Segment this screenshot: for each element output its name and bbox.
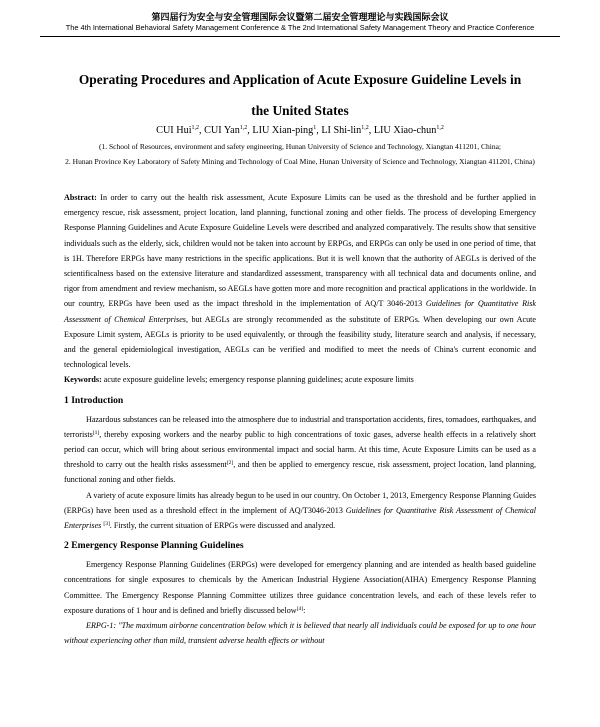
guideline-title: Guidelines for Quantitative Risk Assessment of Chemical Enterprises xyxy=(64,505,536,531)
header-divider xyxy=(40,36,560,37)
text: Emergency Response Planning Guidelines (ERPGs) were developed for emergency planning and are intended as health based guideline concentrations for single exposures to chemicals by the American Industrial Hygiene Association(AIHA) Emergency Response Planning Committee. The Emergency Response Planning Committee utilizes three guidance concentration levels, and each of these levels refer to exposure durations of 1 hour and is defined and briefly discussed below xyxy=(64,560,536,615)
author-affiliation-mark: 1 xyxy=(313,125,317,131)
abstract-text-1: In order to carry out the health risk assessment, Acute Exposure Limits can be used as the threshold and be further applied in emergency rescue, risk assessment, project location, land planning, functional zoning and other fields. The process of developing Emergency Response Planning Guidelines and Acute Exposure Guideline Levels were described and analyzed comparatively. The results show that sensitive individuals such as the elderly, sick, children would not be taken into account by ERPGs, and ERPGs can only be used in one period of time, that is 1H. Therefore ERPGs have many restrictions in the specific applications. But it is well known that the authority of AEGLs is derived of the scientificalness based on the extensive literature and standardized assessment, transparency with all technical data and documents online, and rigor from amendment and review mechanism, so AEGLs have gotten more and more recognition and practical applications in the worldwide. In our country, ERPGs have been used as the impact threshold in the implementation of AQ/T 3046-2013 xyxy=(64,193,536,309)
citation: [2] xyxy=(226,460,234,467)
author-name: LI Shi-lin xyxy=(321,125,362,136)
citation: [4] xyxy=(296,605,304,612)
author-affiliation-mark: 1,2 xyxy=(239,125,248,131)
abstract-guideline-title: Guidelines for Quantitative Risk Assessment of Chemical Enterprises xyxy=(64,299,537,324)
keywords-text: acute exposure guideline levels; emergency response planning guidelines; acute exposure limits xyxy=(103,375,414,385)
author-name: CUI Yan xyxy=(204,125,240,136)
running-header xyxy=(40,12,560,33)
paper-title xyxy=(40,64,560,126)
citation: [3] xyxy=(103,521,110,528)
keywords-label: Keywords: xyxy=(64,375,102,385)
abstract xyxy=(64,190,536,372)
section-1-paragraph-2 xyxy=(64,488,536,534)
abstract-text-2: , but AEGLs are strongly recommended as the substitute of ERPGs. When developing our own Acute Exposure Limit system, AEGLs is priority to be used equivalently, or through the feasibility study, literature search and analysis, if necessary, and the general epidemiological investigation, AEGLs can be verified and modified to meet the needs of China's current economic and technological levels. xyxy=(64,314,536,370)
text: . Firstly, the current situation of ERPGs were discussed and analyzed. xyxy=(109,521,336,531)
author-list xyxy=(40,124,560,138)
keywords xyxy=(64,372,536,387)
author-affiliation-mark: 1,2 xyxy=(191,125,200,131)
text: Hazardous substances can be released into the atmosphere due to industrial and transportation accidents, fires, tornadoes, earthquakes, and terrorists xyxy=(64,414,536,439)
text: , and then be applied to emergency rescue, risk assessment, project location, land planning, functional zoning and other fields. xyxy=(64,460,537,485)
affiliation-1: (1. School of Resources, environment and safety engineering, Hunan University of Science and Technology, Xiangtan 411201, China; xyxy=(98,142,501,151)
author-affiliation-mark: 1,2 xyxy=(361,125,369,131)
erpg-1-definition: ERPG-1: "The maximum airborne concentration below which it is believed that nearly all individuals could be exposed for up to one hour without experiencing other than mild, transient adverse health effects or without xyxy=(64,621,536,646)
author-name: LIU Xiao-chun xyxy=(373,125,437,136)
section-2-heading: 2 Emergency Response Planning Guidelines xyxy=(64,540,244,552)
paper-title-line-2: the United States xyxy=(251,103,349,118)
text: : xyxy=(303,605,306,615)
affiliation-2: 2. Hunan Province Key Laboratory of Safety Mining and Technology of Coal Mine, Hunan University of Science and Technology, Xiangtan 411201, China) xyxy=(65,157,535,166)
author xyxy=(374,125,444,136)
author-affiliation-mark: 1,2 xyxy=(436,125,444,131)
text: , thereby exposing workers and the nearby public to high concentrations of toxic gases, adverse health effects in a relatively short period can occur, which will bring about serious environmental impact and social harm. At this time, Acute Exposure Limits can be used as a threshold to carry out the health risks assessment xyxy=(64,429,536,470)
author: CUI Yan$^{1,2}$, xyxy=(204,125,253,136)
section-2-paragraph-1 xyxy=(64,557,536,618)
affiliations xyxy=(50,139,550,169)
conference-title-en: The 4th International Behavioral Safety Management Conference & The 2nd International Safety Management Theory and Practice Conference xyxy=(65,23,535,32)
paper-title-line-1: Operating Procedures and Application of Acute Exposure Guideline Levels in xyxy=(78,72,522,87)
abstract-label: Abstract: xyxy=(64,193,97,202)
paper-body xyxy=(64,190,536,648)
author-name: CUI Hui xyxy=(156,125,192,136)
citation: [1] xyxy=(92,429,100,436)
author-name: LIU Xian-ping xyxy=(252,125,314,136)
author: LIU Xian-ping$^1$, xyxy=(252,125,322,136)
author: CUI Hui$^{1,2}$, xyxy=(156,125,205,136)
conference-title-cn: 第四届行为安全与安全管理国际会议暨第二届安全管理理论与实践国际会议 xyxy=(151,12,449,22)
section-1-paragraph-1 xyxy=(64,412,536,488)
author: LI Shi-lin$^{1,2}$, xyxy=(321,125,374,136)
text: A variety of acute exposure limits has already begun to be used in our country. On October 1, 2013, Emergency Response Planning Guides (ERPGs) have been used as a threshold effect in the implement of AQ/T3046-2013 xyxy=(64,490,536,515)
section-1-heading: 1 Introduction xyxy=(64,394,124,406)
